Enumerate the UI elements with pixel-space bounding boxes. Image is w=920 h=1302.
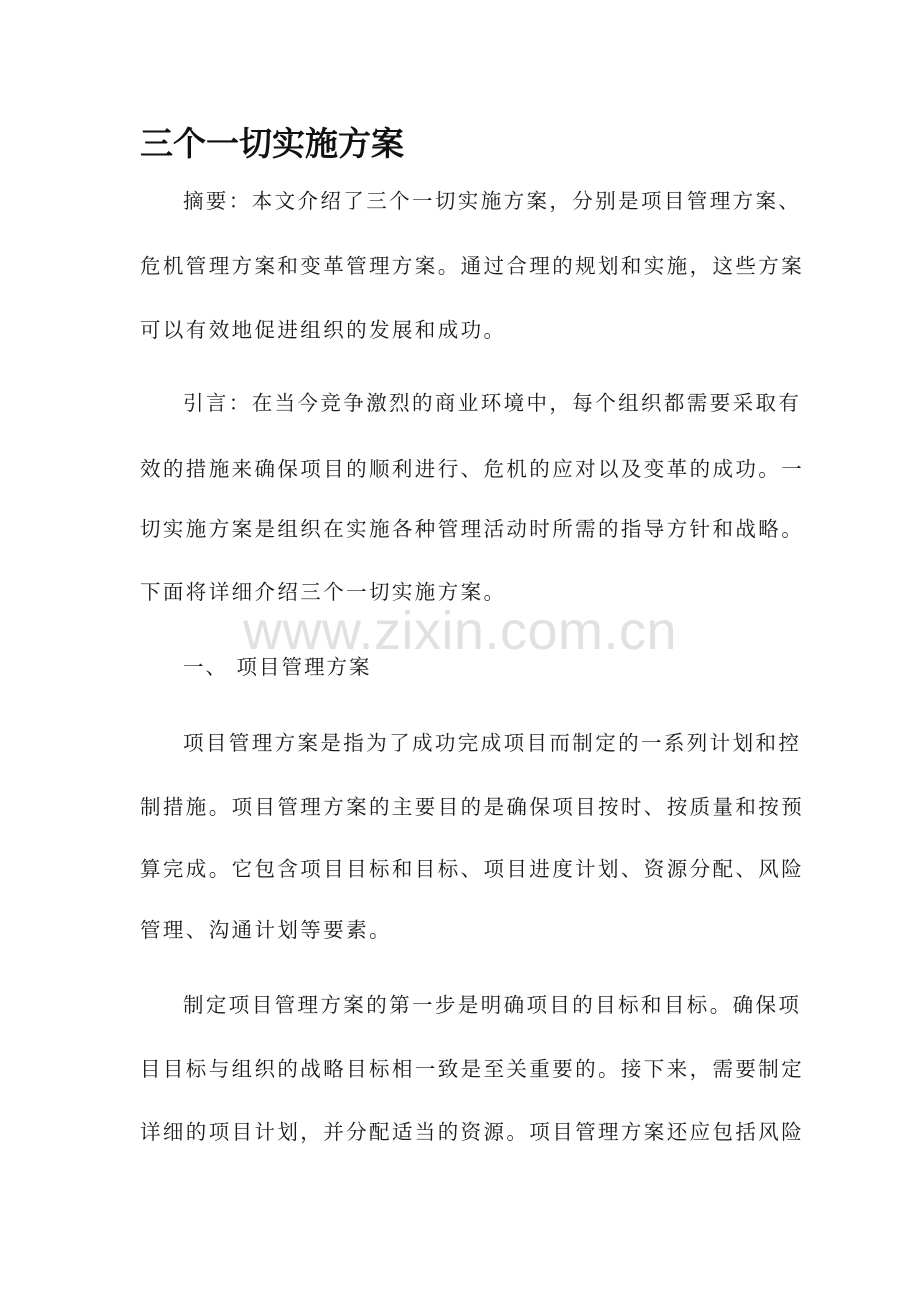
section-heading-1: 一、 项目管理方案 xyxy=(183,655,372,679)
intro-line-1: 引言：在当今竞争激烈的商业环境中，每个组织都需要采取有 xyxy=(183,391,802,415)
abstract-line-3: 可以有效地促进组织的发展和成功。 xyxy=(140,318,507,342)
section1-para2-line-1: 制定项目管理方案的第一步是明确项目的目标和目标。确保项 xyxy=(183,993,802,1017)
section1-para2-line-3: 详细的项目计划，并分配适当的资源。项目管理方案还应包括风险 xyxy=(140,1120,805,1144)
section1-para1-line-3: 算完成。它包含项目目标和目标、项目进度计划、资源分配、风险 xyxy=(140,857,805,881)
abstract-line-2: 危机管理方案和变革管理方案。通过合理的规划和实施，这些方案 xyxy=(140,254,805,278)
section1-para2-line-2: 目目标与组织的战略目标相一致是至关重要的。接下来，需要制定 xyxy=(140,1057,805,1081)
abstract-line-1: 摘要：本文介绍了三个一切实施方案，分别是项目管理方案、 xyxy=(183,189,802,213)
intro-line-2: 效的措施来确保项目的顺利进行、危机的应对以及变革的成功。一 xyxy=(140,457,805,481)
document-title: 三个一切实施方案 xyxy=(140,124,404,163)
section1-para1-line-1: 项目管理方案是指为了成功完成项目而制定的一系列计划和控 xyxy=(183,731,802,755)
intro-line-4: 下面将详细介绍三个一切实施方案。 xyxy=(140,580,507,604)
watermark: www.zixin.com.cn xyxy=(242,601,678,661)
section1-para1-line-2: 制措施。项目管理方案的主要目的是确保项目按时、按质量和按预 xyxy=(140,795,805,819)
section1-para1-line-4: 管理、沟通计划等要素。 xyxy=(140,918,392,942)
intro-line-3: 切实施方案是组织在实施各种管理活动时所需的指导方针和战略。 xyxy=(140,517,805,541)
